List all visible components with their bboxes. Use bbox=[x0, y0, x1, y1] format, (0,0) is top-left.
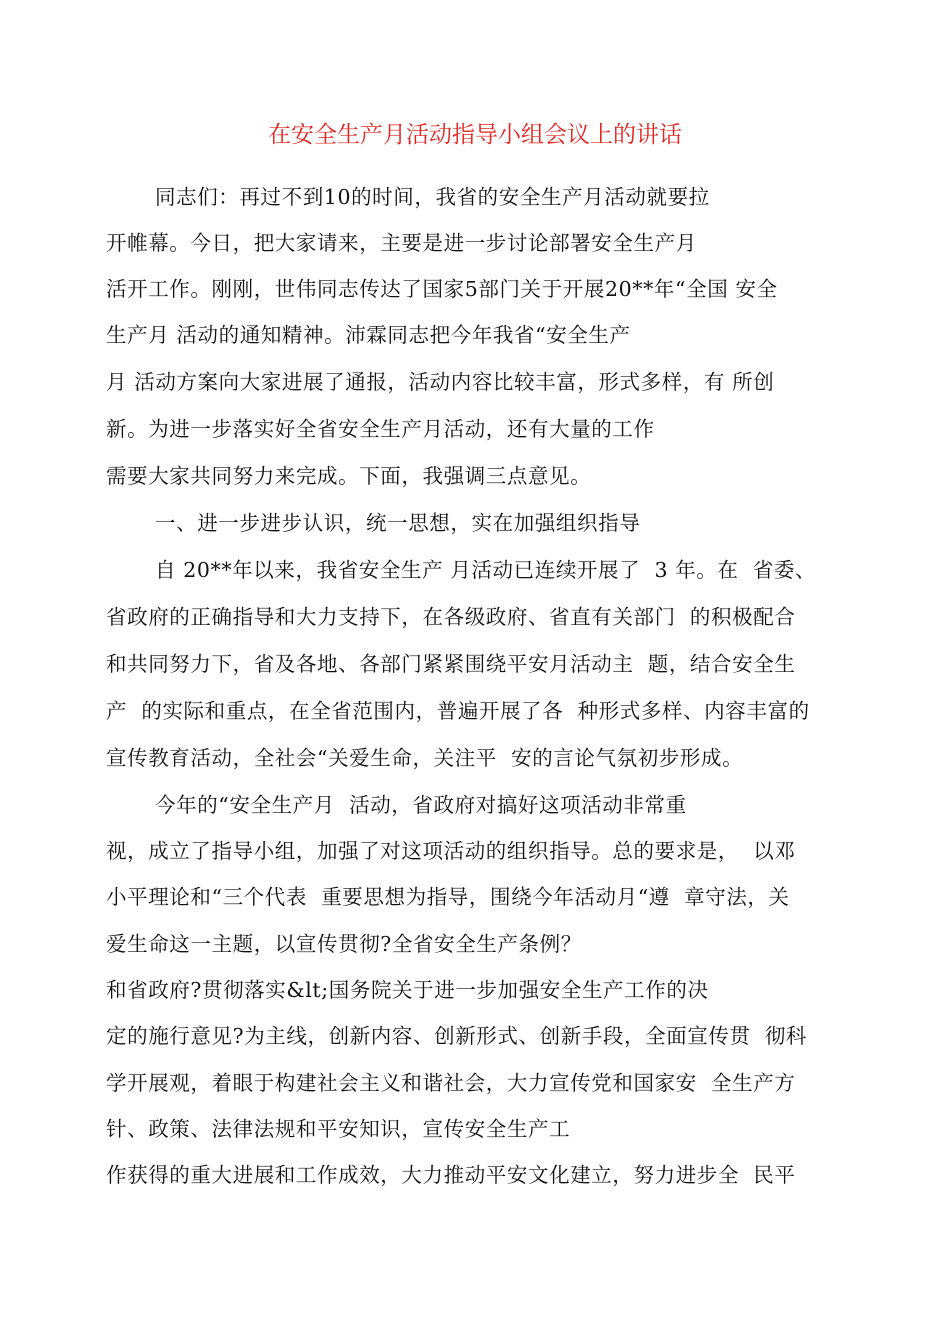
text-line: 和省政府?贯彻落实&lt;国务院关于进一步加强安全生产工作的决 bbox=[106, 978, 709, 1002]
text-line: 生产月 活动的通知精神。沛霖同志把今年我省“安全生产 bbox=[106, 323, 631, 347]
text-line: 月 活动方案向大家进展了通报，活动内容比较丰富，形式多样，有 所创 bbox=[106, 370, 775, 394]
text-line: 活开工作。刚刚，世伟同志传达了国家5部门关于开展20**年“全国 安全 bbox=[106, 277, 778, 301]
text-line: 宣传教育活动，全社会“关爱生命，关注平 安的言论气氛初步形成。 bbox=[106, 746, 744, 770]
text-line: 定的施行意见?为主线，创新内容、创新形式、创新手段，全面宣传贯 彻科 bbox=[106, 1024, 808, 1048]
text-line: 视，成立了指导小组，加强了对这项活动的组织指导。总的要求是， 以邓 bbox=[106, 839, 796, 863]
text-line: 小平理论和“三个代表 重要思想为指导，围绕今年活动月“遵 章守法，关 bbox=[106, 885, 790, 909]
text-line: 产 的实际和重点，在全省范围内，普遍开展了各 种形式多样、内容丰富的 bbox=[106, 699, 810, 723]
text-line: 新。为进一步落实好全省安全生产月活动，还有大量的工作 bbox=[106, 417, 655, 441]
text-line: 开帷幕。今日，把大家请来，主要是进一步讨论部署安全生产月 bbox=[106, 231, 697, 255]
text-line: 和共同努力下，省及各地、各部门紧紧围绕平安月活动主 题，结合安全生 bbox=[106, 652, 796, 676]
text-line: 需要大家共同努力来完成。下面，我强调三点意见。 bbox=[106, 464, 592, 488]
text-line: 针、政策、法律法规和平安知识，宣传安全生产工 bbox=[106, 1117, 571, 1141]
document-title: 在安全生产月活动指导小组会议上的讲话 bbox=[268, 122, 682, 148]
text-line: 学开展观，着眼于构建社会主义和谐社会，大力宣传党和国家安 全生产方 bbox=[106, 1071, 796, 1095]
section-heading: 一、进一步进步认识，统一思想，实在加强组织指导 bbox=[155, 511, 641, 535]
text-line: 省政府的正确指导和大力支持下，在各级政府、省直有关部门 的积极配合 bbox=[106, 605, 796, 629]
text-line: 爱生命这一主题，以宣传贯彻?全省安全生产条例？ bbox=[106, 932, 582, 956]
text-line: 自 20**年以来，我省安全生产 月活动已连续开展了 3 年。在 省委、 bbox=[155, 558, 817, 582]
text-line: 作获得的重大进展和工作成效，大力推动平安文化建立，努力进步全 民平 bbox=[106, 1163, 796, 1187]
text-line: 同志们：再过不到10的时间，我省的安全生产月活动就要拉 bbox=[155, 185, 710, 209]
text-line: 今年的“安全生产月 活动，省政府对搞好这项活动非常重 bbox=[155, 793, 687, 817]
